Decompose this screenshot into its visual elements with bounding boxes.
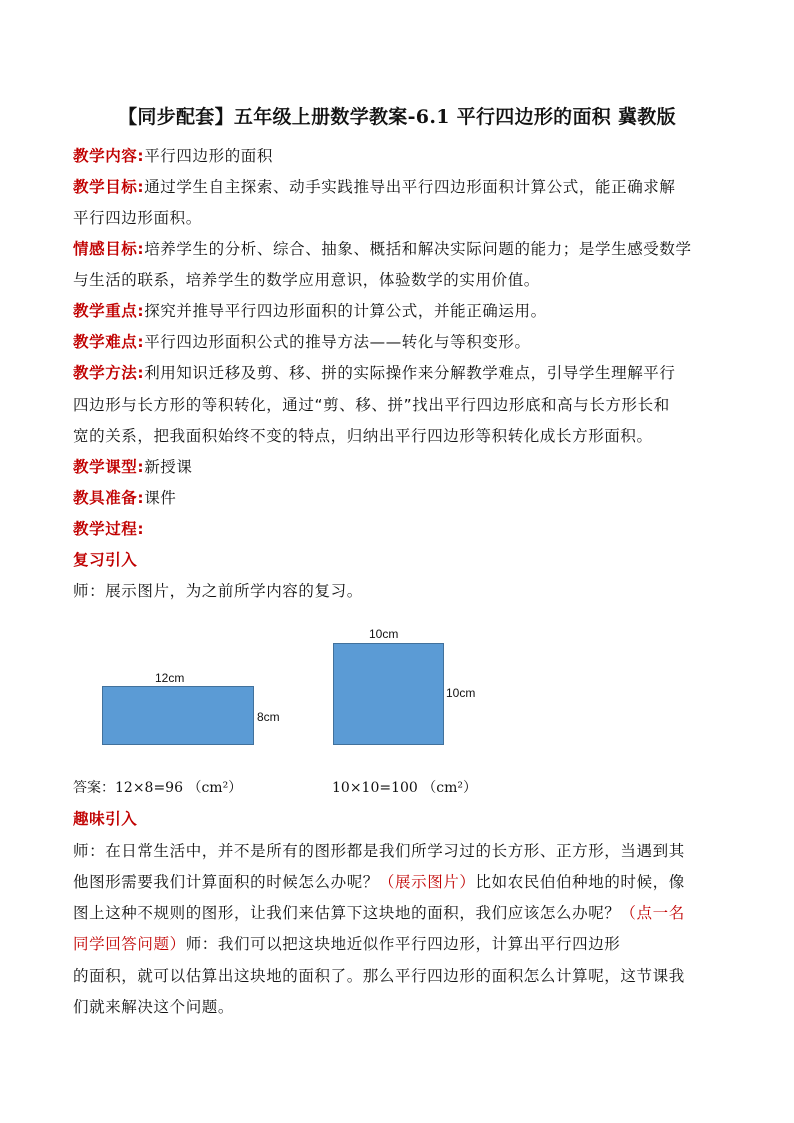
- lesson-type-line: [73, 452, 733, 483]
- interest-line-5: 的面积，就可以估算出这块地的面积了。那么平行四边形的面积怎么计算呢，这节课我: [73, 967, 685, 985]
- method-line-1: [73, 358, 733, 389]
- interest-line-6: 们就来解决这个问题。: [73, 998, 235, 1016]
- tools-line: [73, 483, 733, 514]
- show-picture-note: （展示图片）: [378, 873, 476, 891]
- method-line-2: 四边形与长方形的等积转化，通过“剪、移、拼”找出平行四边形底和高与长方形长和: [73, 396, 670, 414]
- call-student-note-end: 同学回答问题）: [73, 935, 186, 953]
- key-point-line: [73, 296, 733, 327]
- interest-text-4b: 师：我们可以把这块地近似作平行四边形，计算出平行四边形: [185, 935, 621, 953]
- tools-text: 课件: [144, 489, 177, 507]
- interest-text-2c: 比如农民伯伯种地的时候，像: [475, 873, 685, 891]
- tools-label: 教具准备:: [73, 489, 145, 507]
- rectangle-shape: [102, 686, 254, 745]
- difficulty-label: 教学难点:: [73, 333, 145, 351]
- content-text: 平行四边形的面积: [144, 147, 274, 165]
- content-label: 教学内容:: [73, 147, 145, 165]
- lesson-type-text: 新授课: [144, 458, 193, 476]
- goal-text-1: 通过学生自主探索、动手实践推导出平行四边形面积计算公式，能正确求解: [144, 178, 676, 196]
- interest-line-3: [73, 898, 733, 929]
- rectangle-width-label: 12cm: [155, 671, 185, 685]
- answer-square: 10×10=100 （cm²）: [332, 780, 477, 796]
- emotion-label: 情感目标:: [73, 240, 145, 258]
- interest-line-2: [73, 867, 733, 898]
- answer-rectangle: 答案：12×8=96 （cm²）: [73, 780, 243, 796]
- content-line: [73, 141, 733, 172]
- emotion-line-2: 与生活的联系，培养学生的数学应用意识，体验数学的实用价值。: [73, 271, 540, 289]
- lesson-type-label: 教学课型:: [73, 458, 145, 476]
- difficulty-text: 平行四边形面积公式的推导方法——转化与等积变形。: [144, 333, 531, 351]
- square-width-label: 10cm: [369, 627, 399, 641]
- process-heading: 教学过程:: [73, 520, 145, 538]
- rectangle-height-label: 8cm: [257, 710, 280, 724]
- interest-text-3a: 图上这种不规则的图形，让我们来估算下这块地的面积，我们应该怎么办呢？: [73, 904, 621, 922]
- key-point-label: 教学重点:: [73, 302, 145, 320]
- square-height-label: 10cm: [446, 686, 476, 700]
- interest-heading: 趣味引入: [73, 810, 138, 828]
- review-teacher-line: 师：展示图片，为之前所学内容的复习。: [73, 582, 363, 600]
- interest-text-2a: 他图形需要我们计算面积的时候怎么办呢？: [73, 873, 379, 891]
- key-point-text: 探究并推导平行四边形面积的计算公式，并能正确运用。: [144, 302, 547, 320]
- review-heading: 复习引入: [73, 551, 138, 569]
- method-text-1: 利用知识迁移及剪、移、拼的实际操作来分解教学难点，引导学生理解平行: [144, 364, 676, 382]
- document-title: 【同步配套】五年级上册数学教案-6.1 平行四边形的面积 冀教版: [118, 106, 676, 128]
- goal-label: 教学目标:: [73, 178, 145, 196]
- interest-line-1: 师：在日常生活中，并不是所有的图形都是我们所学习过的长方形、正方形，当遇到其: [73, 842, 685, 860]
- emotion-line-1: [73, 234, 733, 265]
- method-line-3: 宽的关系，把我面积始终不变的特点，归纳出平行四边形等积转化成长方形面积。: [73, 427, 653, 445]
- goal-line-2: 平行四边形面积。: [73, 209, 202, 227]
- call-student-note-start: （点一名: [620, 904, 685, 922]
- difficulty-line: [73, 327, 733, 358]
- method-label: 教学方法:: [73, 364, 145, 382]
- square-shape: [333, 643, 444, 745]
- goal-line-1: [73, 172, 733, 203]
- interest-line-4: [73, 929, 733, 960]
- emotion-text-1: 培养学生的分析、综合、抽象、概括和解决实际问题的能力；是学生感受数学: [144, 240, 692, 258]
